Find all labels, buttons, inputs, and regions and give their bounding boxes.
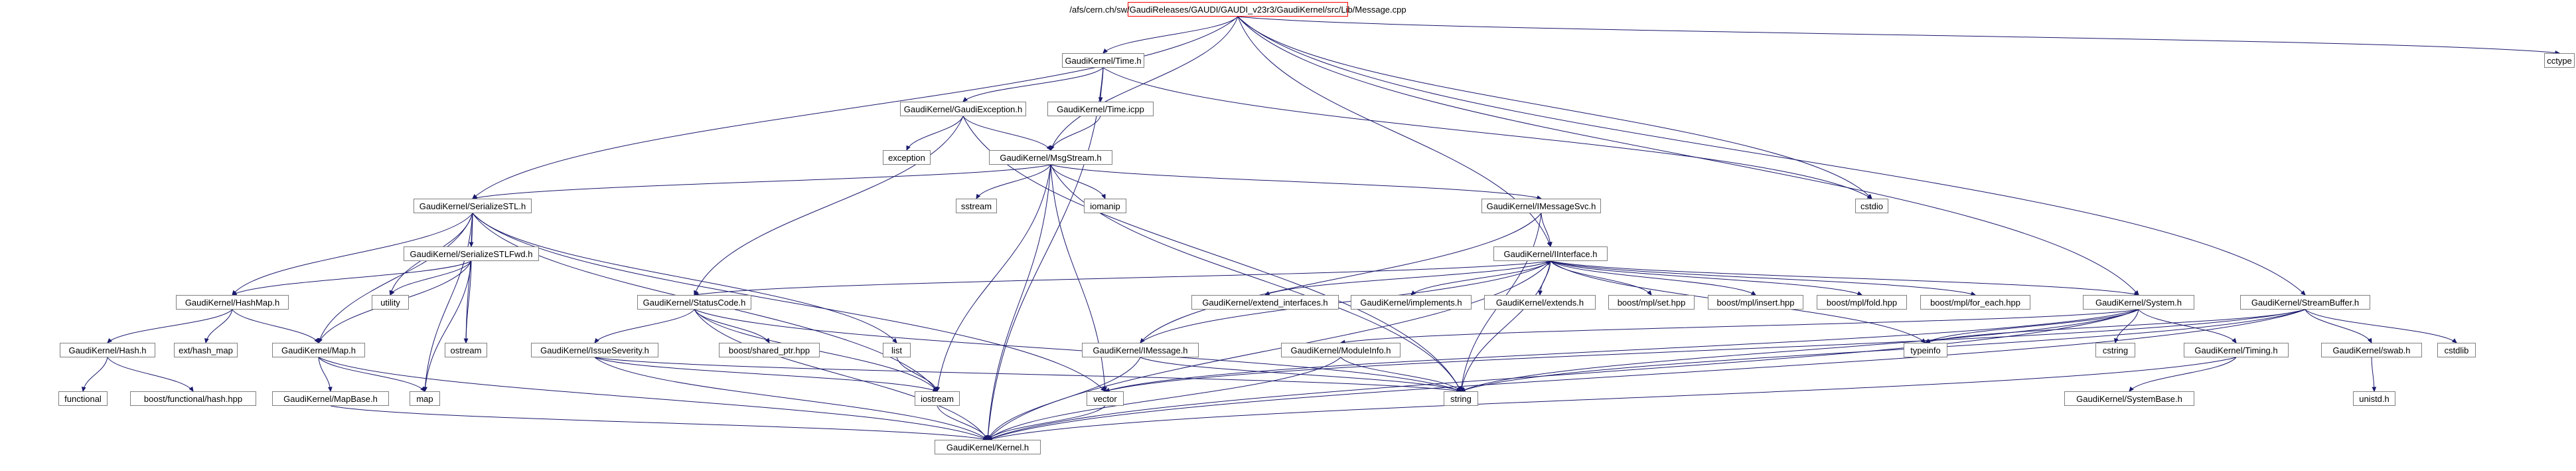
graph-node-hash_h[interactable] (60, 343, 155, 357)
graph-node-label: cstdlib (2444, 345, 2469, 355)
graph-node-functional[interactable] (58, 391, 108, 406)
graph-node-imessage_h[interactable] (1082, 343, 1199, 357)
graph-node-label: functional (64, 393, 102, 404)
graph-node-serializestl[interactable] (414, 199, 532, 213)
graph-node-system_h[interactable] (2083, 295, 2194, 310)
graph-node-label: GaudiKernel/ModuleInfo.h (1290, 345, 1391, 355)
graph-node-vector[interactable] (1087, 391, 1124, 406)
graph-node-label: string (1450, 393, 1472, 404)
graph-node-hashmap_h[interactable] (176, 295, 289, 310)
graph-node-label: GaudiKernel/System.h (2095, 297, 2182, 308)
graph-node-typeinfo[interactable] (1904, 343, 1947, 357)
graph-node-string[interactable] (1444, 391, 1478, 406)
graph-node-label: GaudiKernel/SerializeSTL.h (419, 201, 526, 211)
graph-node-map_std[interactable] (410, 391, 440, 406)
graph-node-label: GaudiKernel/Hash.h (68, 345, 147, 355)
graph-node-label: GaudiKernel/StreamBuffer.h (2251, 297, 2360, 308)
graph-node-issueseverity[interactable] (531, 343, 658, 357)
graph-node-label: GaudiKernel/IInterface.h (1503, 248, 1598, 259)
graph-node-cstdlib[interactable] (2437, 343, 2476, 357)
graph-node-label: GaudiKernel/IssueSeverity.h (540, 345, 649, 355)
graph-node-label: boost/mpl/for_each.hpp (1930, 297, 2020, 308)
graph-node-label: GaudiKernel/StatusCode.h (643, 297, 746, 308)
graph-node-unistd[interactable] (2353, 391, 2395, 406)
graph-node-sstream[interactable] (956, 199, 997, 213)
graph-node-gaudiexception[interactable] (900, 102, 1026, 116)
graph-node-label: GaudiKernel/extends.h (1495, 297, 1584, 308)
graph-node-label: iostream (921, 393, 954, 404)
graph-node-root[interactable] (1069, 2, 1406, 17)
graph-node-mapbase[interactable] (272, 391, 389, 406)
graph-node-cctype[interactable] (2544, 53, 2575, 68)
graph-node-label: boost/mpl/insert.hpp (1716, 297, 1795, 308)
graph-node-label: boost/functional/hash.hpp (143, 393, 243, 404)
graph-node-exception[interactable] (883, 150, 931, 165)
graph-node-label: list (891, 345, 902, 355)
graph-node-kernel_swab[interactable] (2321, 343, 2422, 357)
graph-node-imoduleinfo[interactable] (1281, 343, 1401, 357)
graph-node-label: map (416, 393, 433, 404)
graph-node-statuscode[interactable] (637, 295, 751, 310)
graph-node-messagesvc[interactable] (1481, 199, 1601, 213)
graph-node-label: cstdio (1860, 201, 1883, 211)
graph-node-cstring[interactable] (2095, 343, 2135, 357)
graph-node-label: cstring (2102, 345, 2129, 355)
graph-node-map_h[interactable] (272, 343, 365, 357)
graph-node-label: GaudiKernel/swab.h (2332, 345, 2411, 355)
graph-node-kernel_h[interactable] (935, 440, 1041, 454)
graph-node-label: GaudiKernel/SystemBase.h (2076, 393, 2182, 404)
graph-node-label: GaudiKernel/Map.h (281, 345, 356, 355)
graph-node-label: GaudiKernel/MapBase.h (283, 393, 378, 404)
graph-node-systembase[interactable] (2064, 391, 2194, 406)
graph-node-label: GaudiKernel/GaudiException.h (903, 104, 1023, 114)
graph-node-ostream[interactable] (445, 343, 487, 357)
graph-node-sharedptr[interactable] (719, 343, 820, 357)
graph-node-exthashmap[interactable] (174, 343, 238, 357)
graph-node-msgstream[interactable] (989, 150, 1112, 165)
graph-node-label: GaudiKernel/HashMap.h (185, 297, 280, 308)
graph-node-mplinsert[interactable] (1708, 295, 1803, 310)
graph-node-label: GaudiKernel/Time.h (1065, 55, 1142, 66)
graph-node-label: boost/shared_ptr.hpp (728, 345, 810, 355)
graph-node-cstdio[interactable] (1855, 199, 1888, 213)
graph-node-label: ostream (450, 345, 482, 355)
graph-node-label: GaudiKernel/IMessageSvc.h (1486, 201, 1596, 211)
graph-node-label: GaudiKernel/SerializeSTLFwd.h (410, 248, 533, 259)
graph-node-label: GaudiKernel/Timing.h (2194, 345, 2278, 355)
graph-node-label: GaudiKernel/implements.h (1360, 297, 1462, 308)
graph-node-label: GaudiKernel/Kernel.h (946, 442, 1029, 452)
graph-node-extend_inter[interactable] (1191, 295, 1339, 310)
graph-node-label: boost/mpl/fold.hpp (1826, 297, 1898, 308)
graph-node-label: iomanip (1090, 201, 1120, 211)
graph-node-label: unistd.h (2359, 393, 2389, 404)
graph-node-label: GaudiKernel/Time.icpp (1057, 104, 1144, 114)
graph-node-boostfunc[interactable] (130, 391, 256, 406)
graph-node-mplforeach[interactable] (1920, 295, 2030, 310)
graph-node-label: cctype (2547, 55, 2572, 66)
graph-node-label: ext/hash_map (179, 345, 233, 355)
graph-node-iomanip[interactable] (1084, 199, 1126, 213)
graph-node-timing_h[interactable] (2184, 343, 2289, 357)
graph-node-iostream[interactable] (915, 391, 960, 406)
graph-node-label: GaudiKernel/IMessage.h (1093, 345, 1188, 355)
graph-node-time_h[interactable] (1062, 53, 1144, 68)
graph-node-serializestlfwd[interactable] (404, 246, 539, 261)
graph-node-mplfold[interactable] (1817, 295, 1907, 310)
graph-node-label: vector (1093, 393, 1117, 404)
graph-node-streambuffer[interactable] (2240, 295, 2370, 310)
graph-node-iinterface[interactable] (1493, 246, 1608, 261)
graph-node-list[interactable] (883, 343, 911, 357)
graph-node-label: /afs/cern.ch/sw/GaudiReleases/GAUDI/GAUDI_v23r3/GaudiKernel/src/Lib/Message.cpp (1069, 4, 1406, 15)
graph-node-time_icpp[interactable] (1047, 102, 1154, 116)
graph-node-extends[interactable] (1484, 295, 1596, 310)
graph-node-label: exception (888, 152, 925, 163)
graph-node-mplset[interactable] (1608, 295, 1695, 310)
graph-node-label: typeinfo (1910, 345, 1941, 355)
graph-node-utility[interactable] (372, 295, 409, 310)
graph-node-label: sstream (960, 201, 992, 211)
graph-node-label: boost/mpl/set.hpp (1617, 297, 1686, 308)
graph-node-label: GaudiKernel/MsgStream.h (1000, 152, 1102, 163)
graph-node-implements[interactable] (1351, 295, 1472, 310)
graph-node-label: GaudiKernel/extend_interfaces.h (1202, 297, 1328, 308)
graph-node-label: utility (380, 297, 400, 308)
